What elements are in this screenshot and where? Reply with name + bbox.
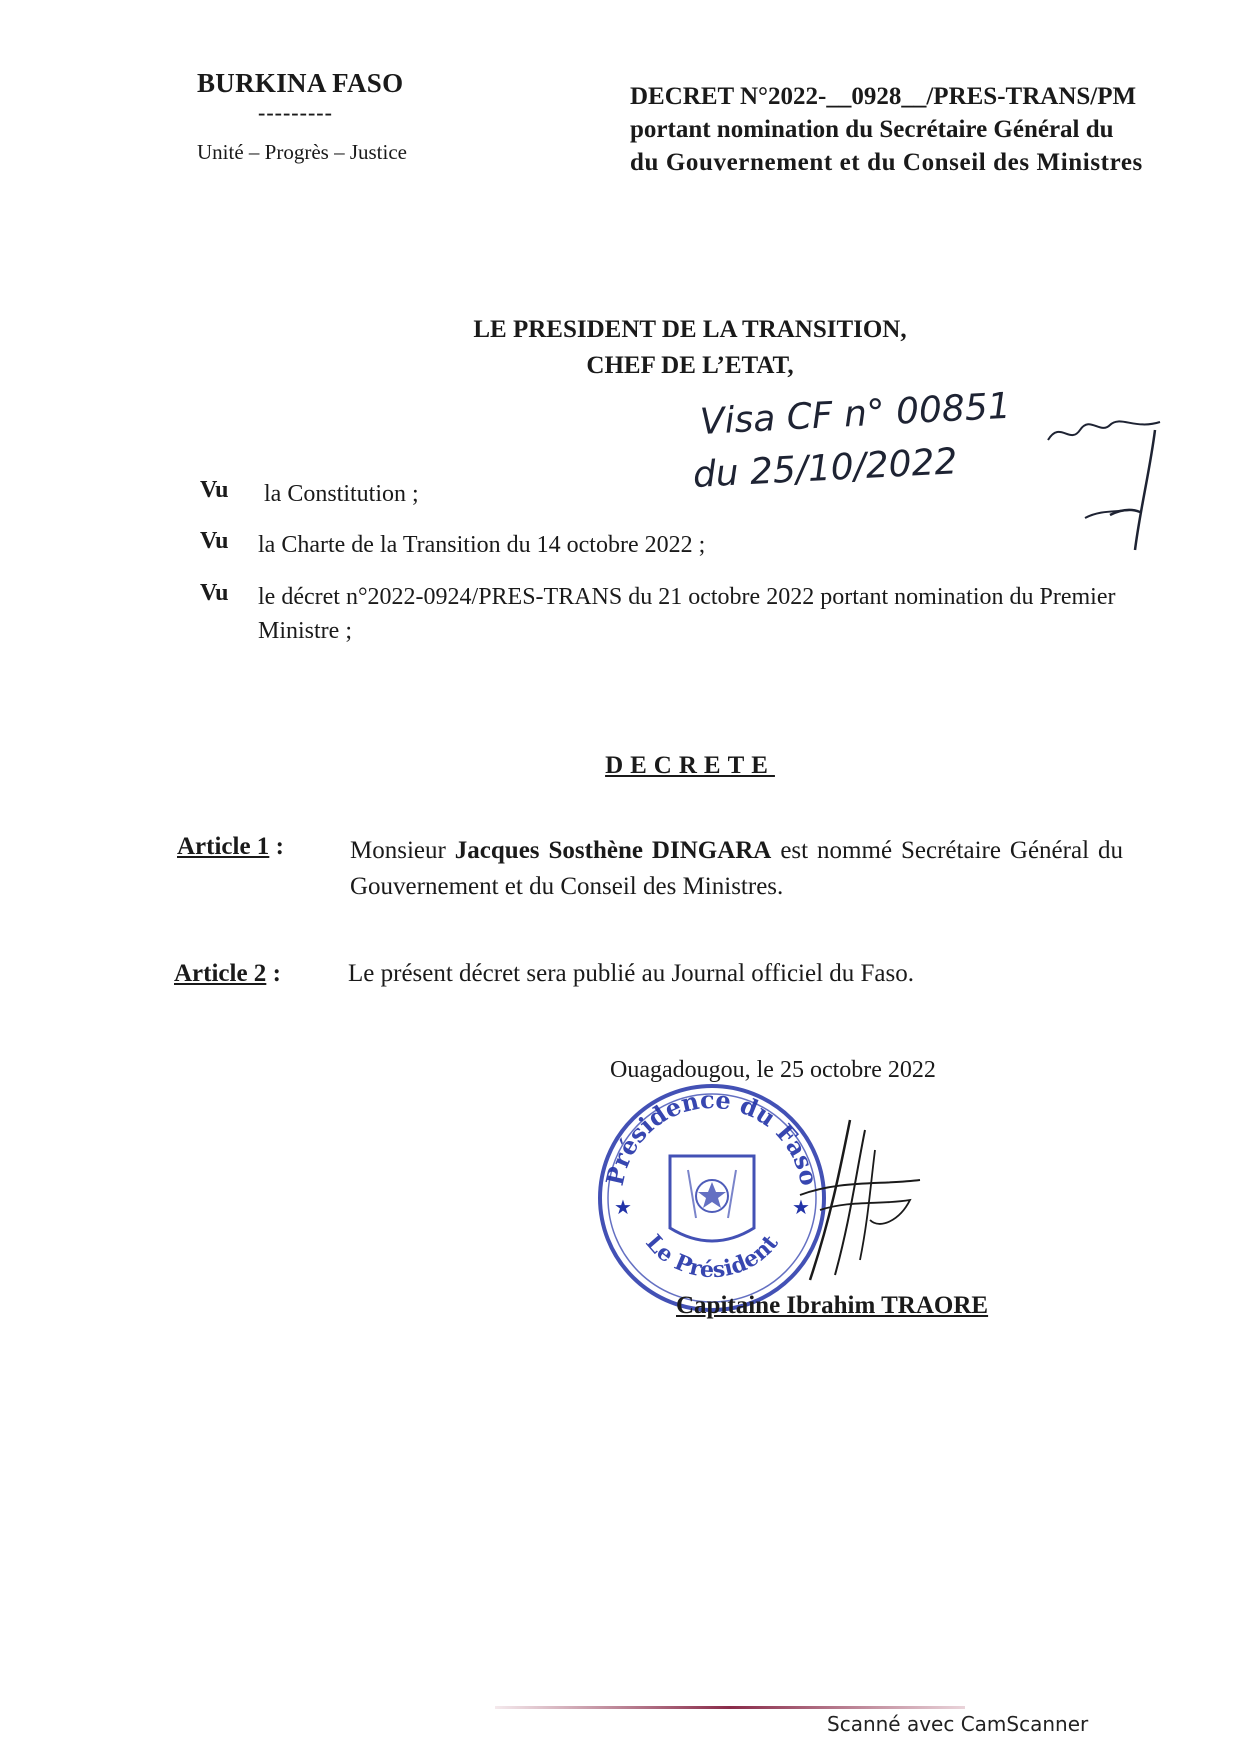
svg-text:Le Président [640,1230,784,1284]
article-label: Article 2 [174,960,267,987]
header-separator: --------- [258,100,333,125]
consideration-constitution [200,477,1124,511]
consideration-label: Vu [200,580,229,606]
article-1-text-before: Monsieur [350,837,455,864]
article-label: Article 1 [177,833,270,860]
place-and-date: Ouagadougou, le 25 octobre 2022 [610,1057,936,1083]
article-1-label: Article 1 : [177,833,284,860]
footer-divider [495,1706,965,1709]
scanner-watermark: Scanné avec CamScanner [827,1712,1089,1736]
article-1-text-after: est nommé Secrétaire Général du Gouvernement et du Conseil des Ministres. [350,837,1123,900]
consideration-label: Vu [200,477,229,503]
authority-subtitle: CHEF DE L’ETAT, [586,352,794,379]
decree-number: DECRET N°2022-__0928__/PRES-TRANS/PM [630,83,1137,110]
decree-title-block [630,80,1210,179]
article-1-text [350,833,1123,905]
svg-text:★: ★ [792,1197,810,1219]
decree-heading [0,752,1240,780]
consideration-text: la Charte de la Transition du 14 octobre 2022 ; [258,532,706,558]
consideration-text: la Constitution ; [264,481,419,507]
seal-top-text: Présidence du Faso [599,1084,825,1189]
consideration-label: Vu [200,528,229,554]
coat-of-arms-icon [670,1156,754,1241]
consideration-charter [200,528,1118,562]
authority-title: LE PRESIDENT DE LA TRANSITION, [473,316,907,343]
decree-subject-line1: portant nomination du Secrétaire Général du [630,116,1114,143]
national-motto: Unité – Progrès – Justice [197,140,407,164]
consideration-text: le décret n°2022-0924/PRES-TRANS du 21 octobre 2022 portant nomination du Premier Ministre ; [258,584,1116,644]
country-name: BURKINA FASO [197,68,404,98]
decree-heading-text: DECRETE [605,752,775,779]
consideration-decree [200,580,1118,648]
seal-bottom-text: Le Président [640,1229,784,1284]
article-2-label: Article 2 : [174,960,281,987]
handwritten-signature [780,1110,940,1290]
decree-subject-line2: du Gouvernement et du Conseil des Ministres [630,149,1143,176]
svg-text:★: ★ [614,1197,632,1219]
handwritten-visa-date: du 25/10/2022 [691,441,959,496]
signatory-name: Capitaine Ibrahim TRAORE [676,1292,989,1319]
handwritten-visa-number: Visa CF n° 00851 [698,385,1012,443]
appointee-name: Jacques Sosthène DINGARA [454,837,772,864]
article-2-text: Le présent décret sera publié au Journal officiel du Faso. [348,960,915,987]
